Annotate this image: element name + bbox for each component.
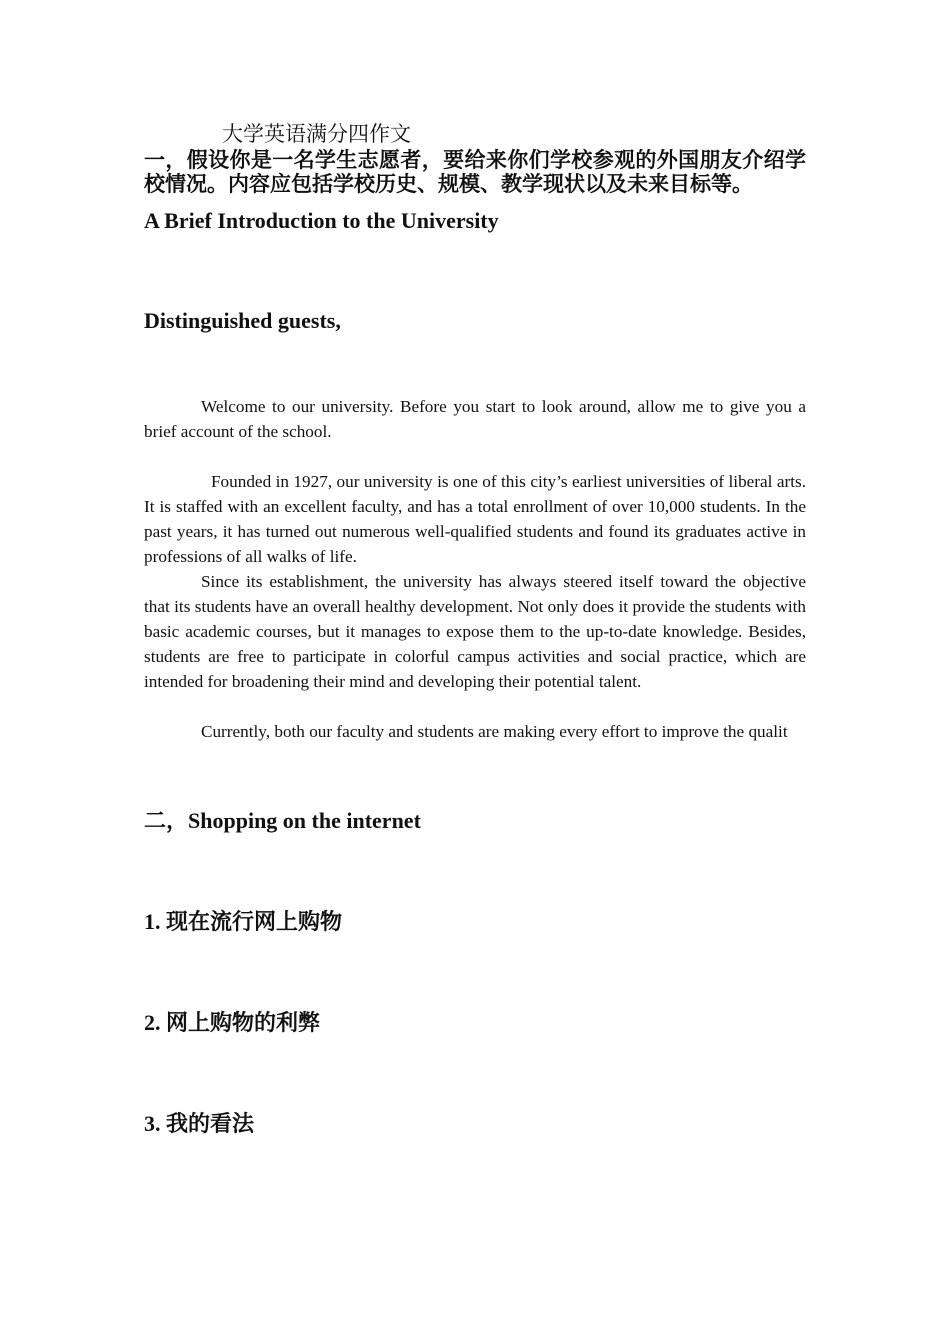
section2-prefix: 二， bbox=[144, 809, 189, 834]
task1-prompt: 一，假设你是一名学生志愿者，要给来你们学校参观的外国朋友介绍学校情况。内容应包括学校历史、规模、教学现状以及未来目标等。 bbox=[144, 148, 806, 196]
paragraph-history: Founded in 1927, our university is one of this city’s earliest universities of liberal arts. It is staffed with an excellent faculty, and has a total enrollment of over 10,000 students. In the past years, it has turned out numerous well-qualified students and found its graduates active in professions of all walks of life. bbox=[144, 472, 806, 566]
outline-number: 1. bbox=[144, 909, 161, 934]
outline-number: 2. bbox=[144, 1010, 161, 1035]
section2-heading bbox=[144, 806, 806, 837]
section2-title: Shopping on the internet bbox=[188, 808, 421, 833]
outline-number: 3. bbox=[144, 1111, 161, 1136]
outline-item-1 bbox=[144, 907, 806, 938]
outline-text: 我的看法 bbox=[166, 1112, 255, 1137]
paragraph-welcome: Welcome to our university. Before you start to look around, allow me to give you a brief account of the school. bbox=[144, 397, 806, 441]
outline-text: 网上购物的利弊 bbox=[166, 1011, 321, 1036]
paragraph-current: Currently, both our faculty and students are making every effort to improve the qualit bbox=[201, 722, 788, 741]
paragraph-development: Since its establishment, the university has always steered itself toward the objective that its students have an overall healthy development. Not only does it provide the students with basic academic courses, but it manages to expose them to the up-to-date knowledge. Besides, students are free to participate in colorful campus activities and social practice, which are intended for broadening their mind and developing their potential talent. bbox=[144, 572, 806, 691]
outline-item-3 bbox=[144, 1109, 806, 1140]
outline-item-2 bbox=[144, 1008, 806, 1039]
outline-text: 现在流行网上购物 bbox=[166, 910, 343, 935]
salutation: Distinguished guests, bbox=[144, 308, 341, 333]
essay1-title: A Brief Introduction to the University bbox=[144, 208, 499, 233]
document-title: 大学英语满分四作文 bbox=[222, 122, 411, 146]
document-page bbox=[144, 120, 806, 1140]
